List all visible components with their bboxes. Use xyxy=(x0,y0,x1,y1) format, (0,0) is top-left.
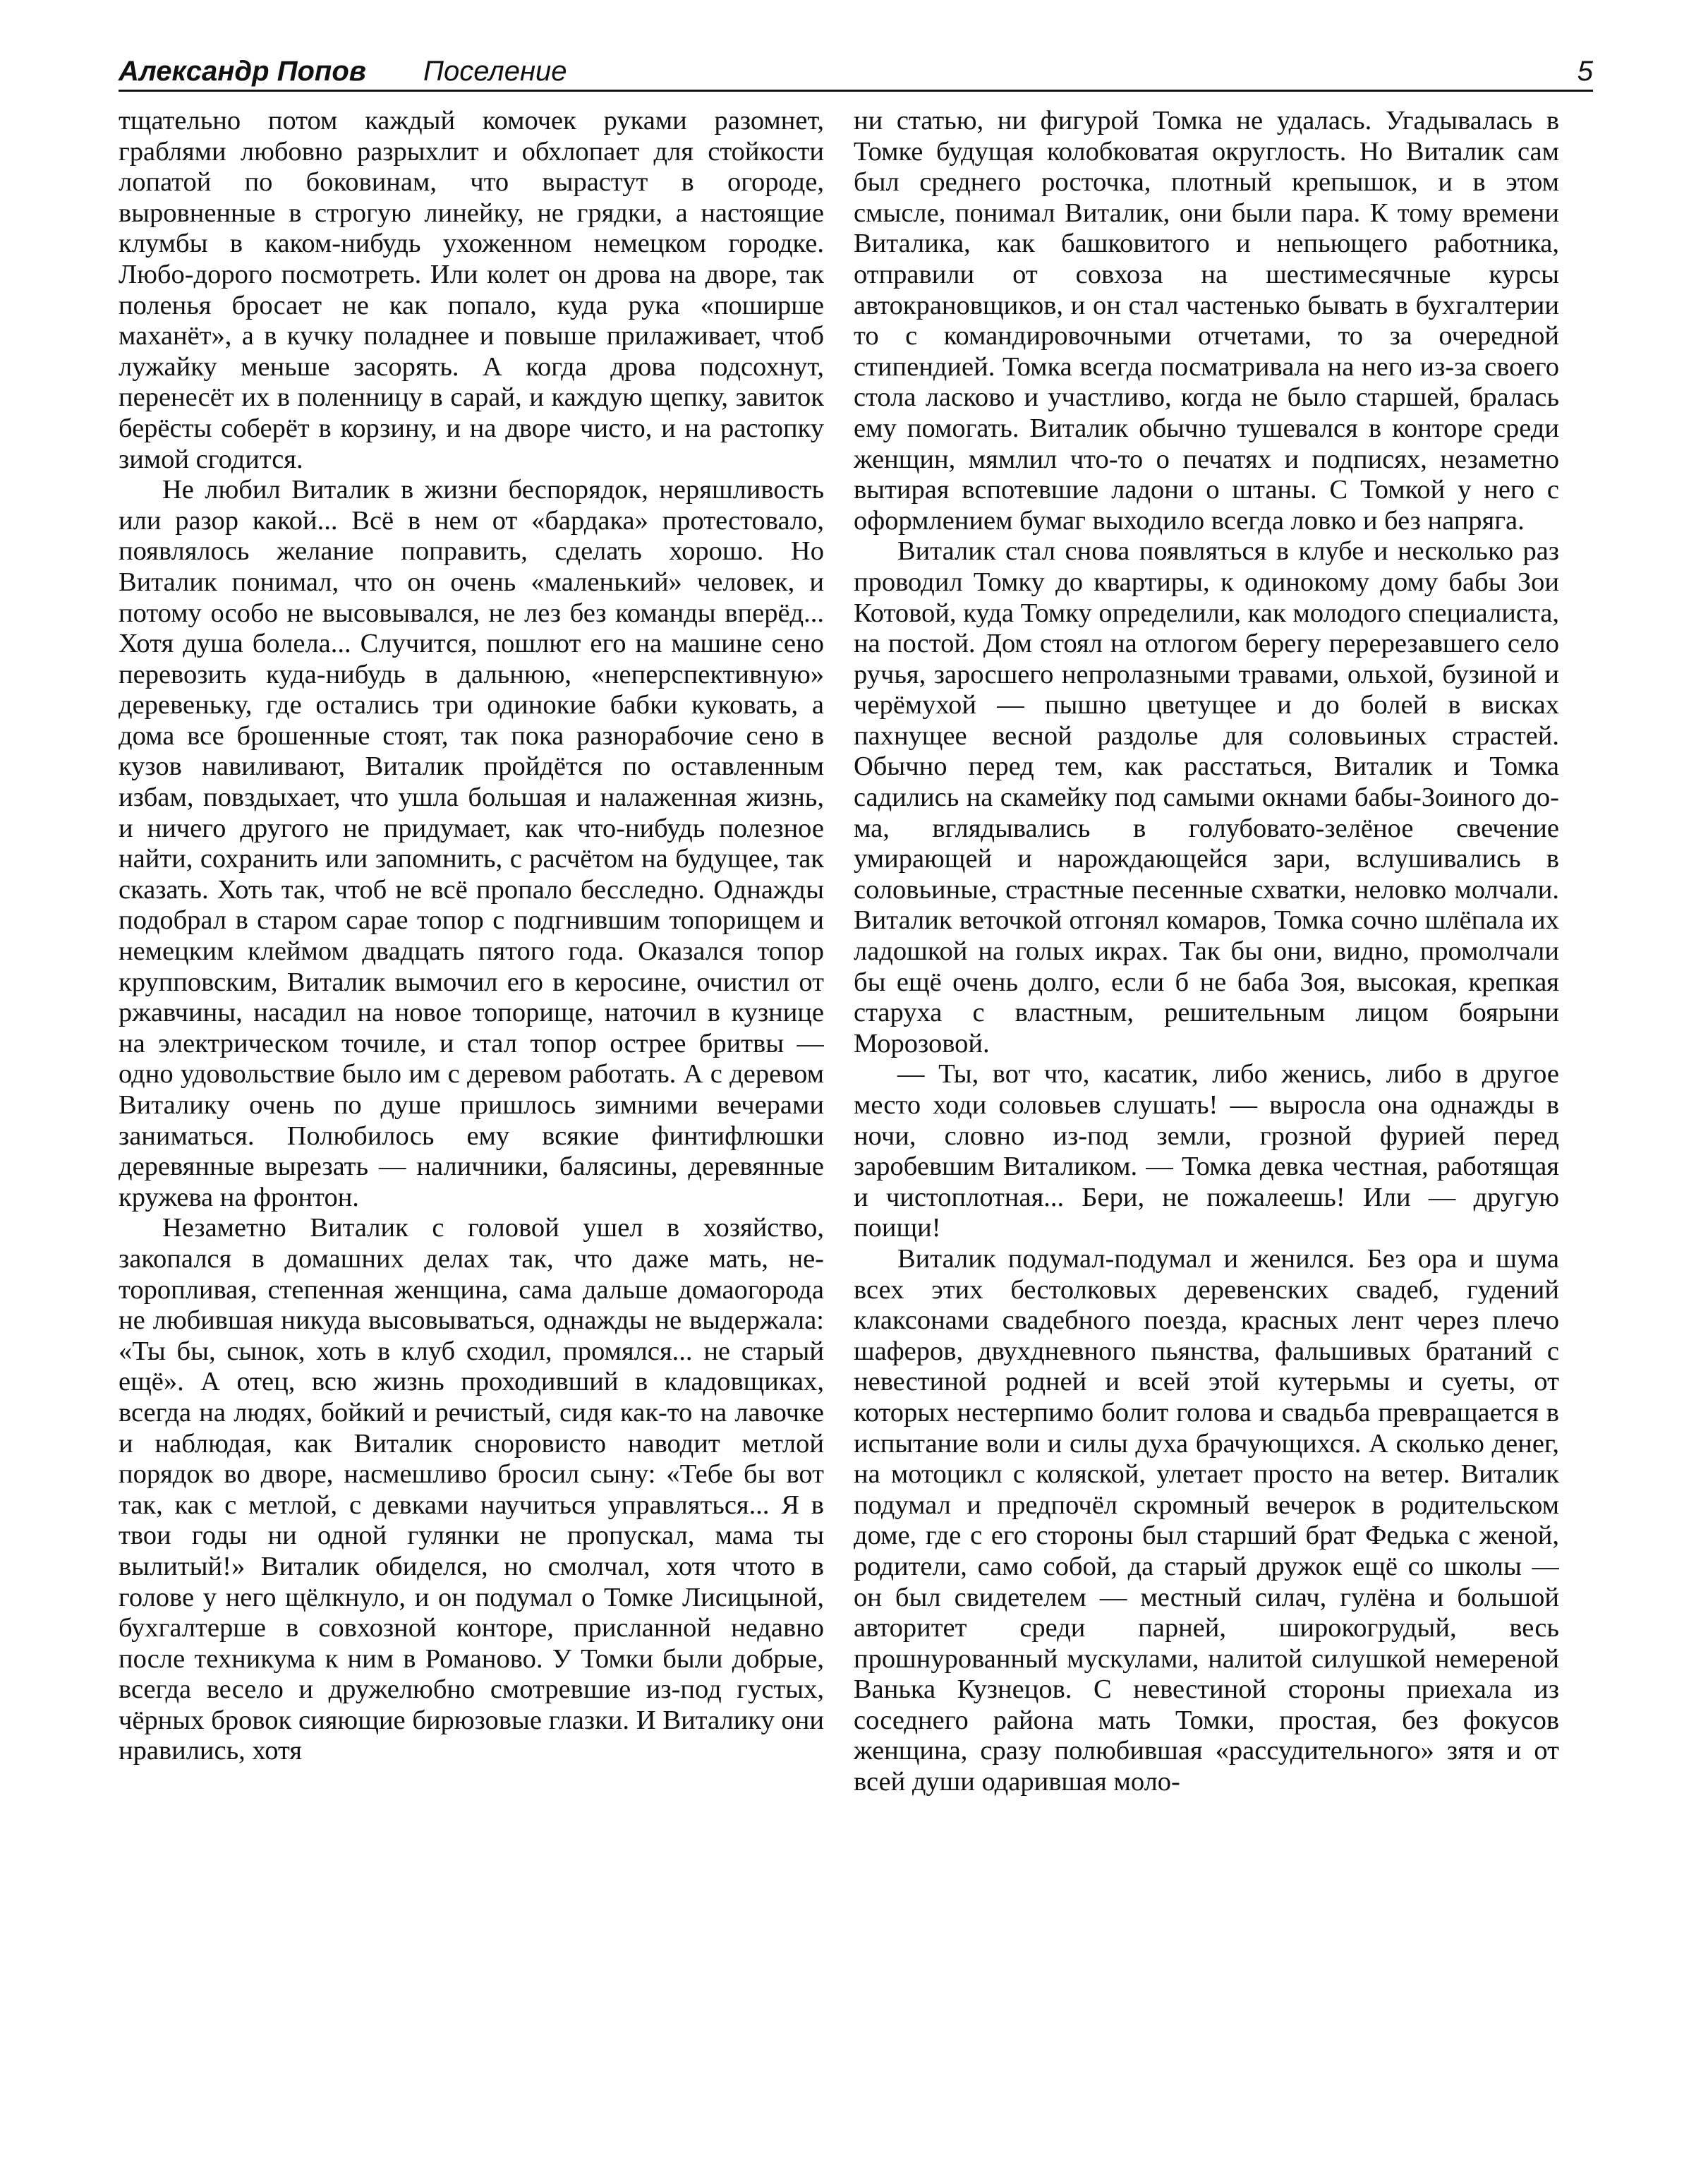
paragraph: тщательно потом каждый комочек руками разомнет, граблями любовно разрыхлит и обхлопает для стойкости лопатой по боковинам, что вырастут в огороде, выровненные в строгую линейку, не грядки, а настоящие клумбы в каком-нибудь ухоженном немецком городке. Любо-дорого посмотреть. Или колет он дрова на дворе, так поленья бросает не как попало, куда рука «поширше маханёт», а в кучку поладнее и повыше прилаживает, чтоб лужайку меньше засорять. А когда дрова подсохнут, перенесёт их в поленницу в сарай, и каждую щепку, завиток берёсты соберёт в корзину, и на дворе чисто, и на растопку зимой сгодится. xyxy=(119,106,824,474)
paragraph: Виталик стал снова появляться в клубе и несколько раз проводил Томку до квартиры, к одинокому дому бабы Зои Котовой, куда Томку определили, как молодого специалиста, на постой. Дом стоял на отлогом берегу перерезавшего село ручья, заросшего непролазными травами, ольхой, бузиной и черёмухой — пышно цветущее и до болей в висках пахнущее весной раздолье для соловьиных страстей. Обычно перед тем, как расстаться, Виталик и Томка садились на скамейку под самыми окнами бабы-Зоиного дома, вглядывались в голубовато-зелёное свечение умирающей и нарождающейся зари, вслушивались в соловьиные, страстные песенные схватки, неловко молчали. Виталик веточкой отгонял комаров, Томка сочно шлёпала их ладошкой на голых икрах. Так бы они, видно, промолчали бы ещё очень долго, если б не баба Зоя, высокая, крепкая старуха с властным, решительным лицом боярыни Морозовой. xyxy=(854,536,1559,1058)
story-title: Поселение xyxy=(423,56,567,87)
paragraph: Виталик подумал-подумал и женился. Без ора и шума всех этих бестолковых деревенских свадеб, гудений клаксонами свадебного поезда, красных лент через плечо шаферов, двухдневного пьянства, фальшивых братаний с невестиной родней и всей этой кутерьмы и суеты, от которых нестерпимо болит голова и свадьба превращается в испытание воли и силы духа брачующихся. А сколько денег, на мотоцикл с коляской, улетает просто на ветер. Виталик подумал и предпочёл скромный вечерок в родительском доме, где с его стороны был старший брат Федька с женой, родители, само собой, да старый дружок ещё со школы — он был свидетелем — местный силач, гулёна и большой авторитет среди парней, широкогрудый, весь прошнурованный мускулами, налитой силушкой немереной Ванька Кузнецов. С невестиной стороны приехала из соседнего района мать Томки, простая, без фокусов женщина, сразу полюбившая «рассудительного» зятя и от всей души одарившая моло- xyxy=(854,1243,1559,1797)
author-name: Александр Попов xyxy=(119,56,366,87)
paragraph: — Ты, вот что, касатик, либо женись, либо в другое место ходи соловьев слушать! — выросла она однажды в ночи, словно из-под земли, грозной фурией перед заробевшим Виталиком. — Томка девка честная, работящая и чистоплотная... Бери, не пожалеешь! Или — другую поищи! xyxy=(854,1059,1559,1243)
header-rule xyxy=(119,90,1593,92)
paragraph: Незаметно Виталик с головой ушел в хозяйство, закопался в домашних делах так, что даже мать, неторопливая, степенная женщина, сама дальше домаогорода не любившая никуда высовываться, однажды не выдержала: «Ты бы, сынок, хоть в клуб сходил, промялся... не старый ещё». А отец, всю жизнь проходивший в кладовщиках, всегда на людях, бойкий и речистый, сидя как-то на лавочке и наблюдая, как Виталик сноровисто наводит метлой порядок во дворе, насмешливо бросил сыну: «Тебе бы вот так, как с метлой, с девками научиться управляться... Я в твои годы ни одной гулянки не пропускал, мама ты вылитый!» Виталик обиделся, но смолчал, хотя чтото в голове у него щёлкнуло, и он подумал о Томке Лисицыной, бухгалтерше в совхозной конторе, присланной недавно после техникума к ним в Романово. У Томки были добрые, всегда весело и дружелюбно смотревшие из-под густых, чёрных бровок сияющие бирюзовые глазки. И Виталику они нравились, хотя xyxy=(119,1213,824,1766)
left-column xyxy=(119,106,824,2138)
right-column xyxy=(854,106,1559,2138)
paragraph: ни статью, ни фигурой Томка не удалась. Угадывалась в Томке будущая колобковатая округлость. Но Виталик сам был среднего росточка, плотный крепышок, и в этом смысле, понимал Виталик, они были пара. К тому времени Виталика, как башковитого и непьющего работника, отправили от совхоза на шестимесячные курсы автокрановщиков, и он стал частенько бывать в бухгалтерии то с командировочными отчетами, то за очередной стипендией. Томка всегда посматривала на него из-за своего стола ласково и участливо, когда не было старшей, бралась ему помогать. Виталик обычно тушевался в конторе среди женщин, мямлил что-то о печатях и подписях, незаметно вытирая вспотевшие ладони о штаны. С Томкой у него с оформлением бумаг выходило всегда ловко и без напряга. xyxy=(854,106,1559,536)
running-header xyxy=(119,51,1593,92)
paragraph: Не любил Виталик в жизни беспорядок, неряшливость или разор какой... Всё в нем от «бардака» протестовало, появлялось желание поправить, сделать хорошо. Но Виталик понимал, что он очень «маленький» человек, и потому особо не высовывался, не лез без команды вперёд... Хотя душа болела... Случится, пошлют его на машине сено перевозить куда-нибудь в дальнюю, «неперспективную» деревеньку, где остались три одинокие бабки куковать, а дома все брошенные стоят, так пока разнорабочие сено в кузов навиливают, Виталик пройдётся по оставленным избам, повздыхает, что ушла большая и налаженная жизнь, и ничего другого не придумает, как что-нибудь полезное найти, сохранить или запомнить, с расчётом на будущее, так сказать. Хоть так, чтоб не всё пропало бесследно. Однажды подобрал в старом сарае топор с подгнившим топорищем и немецким клеймом двадцать пятого года. Оказался топор крупповским, Виталик вымочил его в керосине, очистил от ржавчины, насадил на новое топорище, наточил в кузнице на электрическом точиле, и стал топор острее бритвы — одно удовольствие было им с деревом работать. А с деревом Виталику очень по душе пришлось зимними вечерами заниматься. Полюбилось ему всякие финтифлюшки деревянные вырезать — наличники, балясины, деревянные кружева на фронтон. xyxy=(119,475,824,1212)
page-number: 5 xyxy=(1577,56,1593,87)
